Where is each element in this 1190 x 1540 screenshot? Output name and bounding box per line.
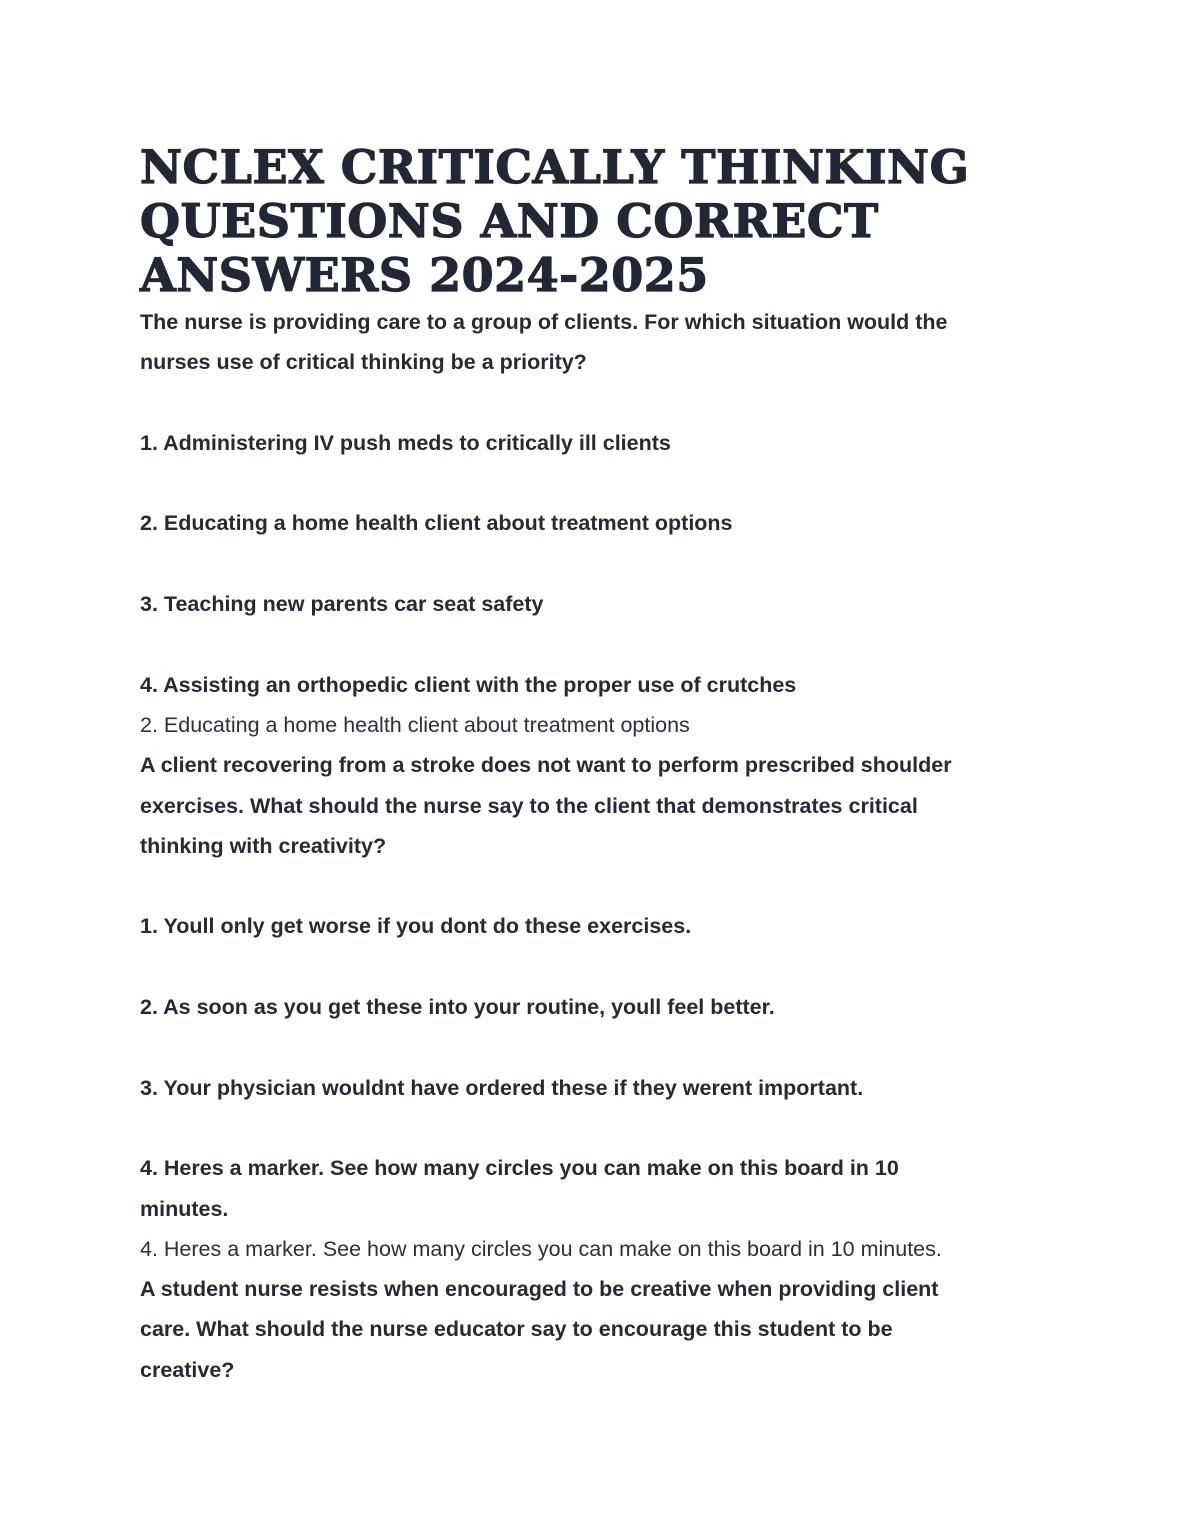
answer-option: 4. Assisting an orthopedic client with the proper use of crutches (140, 672, 797, 697)
document-title (140, 140, 1040, 302)
question-block (140, 1269, 1040, 1390)
answer-option: 2. Educating a home health client about treatment options (140, 511, 733, 536)
answer-option: 3. Teaching new parents car seat safety (140, 592, 544, 617)
answer-option: 1. Youll only get worse if you dont do these exercises. (140, 914, 692, 939)
option-line: minutes. (140, 1196, 229, 1221)
question-prompt (140, 1269, 1040, 1390)
correct-answer: 2. Educating a home health client about treatment options (140, 712, 690, 737)
document-body (140, 302, 1040, 1390)
question-prompt (140, 302, 1040, 383)
correct-answer: 4. Heres a marker. See how many circles you can make on this board in 10 minutes. (140, 1236, 942, 1261)
title-line: NCLEX CRITICALLY THINKING (140, 140, 970, 194)
document-page (140, 140, 1040, 1390)
question-block (140, 302, 1040, 745)
question-line: thinking with creativity? (140, 833, 387, 858)
answer-option: 3. Your physician wouldnt have ordered these if they werent important. (140, 1075, 864, 1100)
question-line: creative? (140, 1357, 235, 1382)
question-prompt (140, 745, 1040, 866)
question-line: care. What should the nurse educator say to encourage this student to be (140, 1317, 893, 1342)
question-line: nurses use of critical thinking be a priority? (140, 350, 587, 375)
title-line: QUESTIONS AND CORRECT (140, 194, 879, 248)
question-line: exercises. What should the nurse say to the client that demonstrates critical (140, 793, 918, 818)
question-line: The nurse is providing care to a group of clients. For which situation would the (140, 310, 948, 334)
question-block (140, 745, 1040, 1269)
answer-option: 1. Administering IV push meds to critically ill clients (140, 430, 671, 455)
answer-option (140, 1148, 1040, 1229)
option-line: 4. Heres a marker. See how many circles you can make on this board in 10 (140, 1156, 899, 1181)
question-line: A student nurse resists when encouraged to be creative when providing client (140, 1277, 939, 1302)
title-line: ANSWERS 2024-2025 (140, 248, 709, 302)
answer-option: 2. As soon as you get these into your routine, youll feel better. (140, 995, 775, 1020)
question-line: A client recovering from a stroke does not want to perform prescribed shoulder (140, 753, 952, 778)
